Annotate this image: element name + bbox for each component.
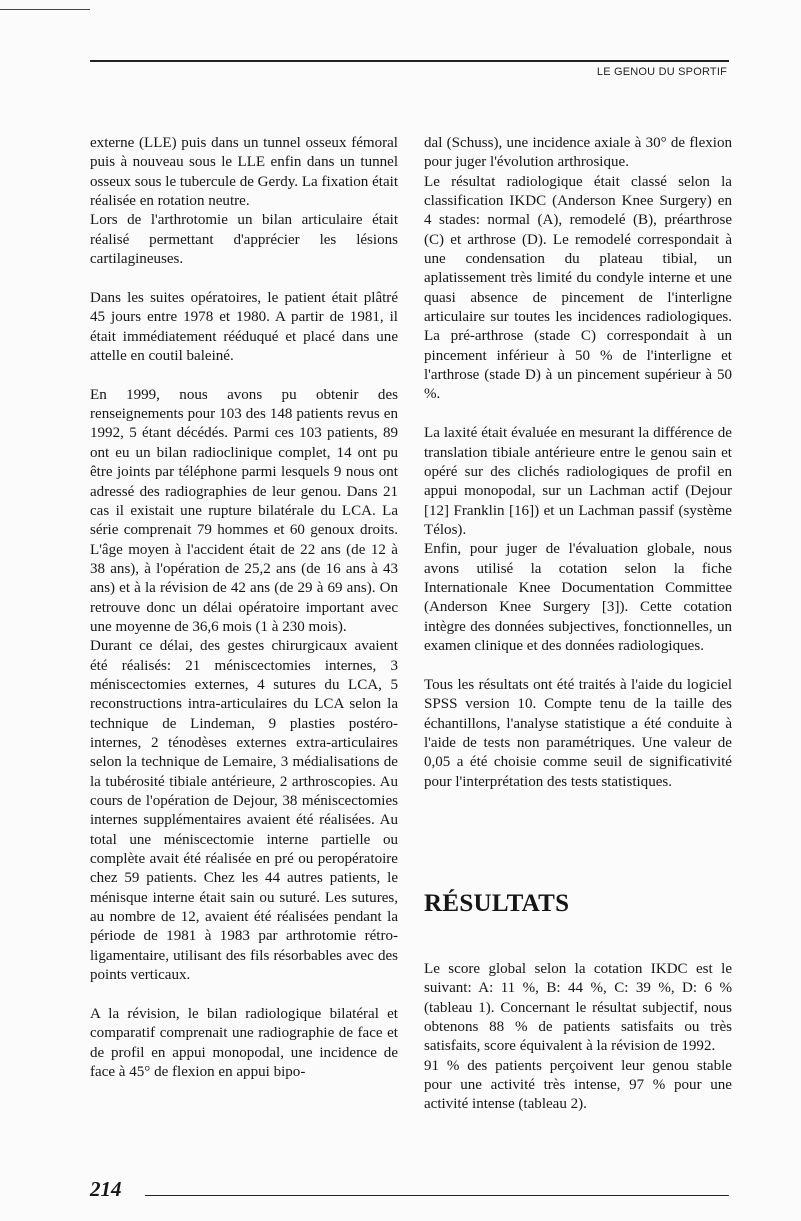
paragraph-fixation: externe (LLE) puis dans un tunnel osseux fémoral puis à nouveau sous le LLE enfin dans un tunnel osseux sous le tubercule de Gerdy. La fixation était réalisée en rotation neutre.: [90, 135, 398, 210]
paragraph-stabilite: 91 % des patients perçoivent leur genou stable pour une activité très intense, 97 % pour une activité intense (tableau 2).: [424, 1057, 732, 1113]
paragraph-suites-operatoires: Dans les suites opératoires, le patient était plâtré 45 jours entre 1978 et 1980. A partir de 1981, il était immédiatement rééduqué et placé dans une attelle en coutil baleiné.: [90, 289, 398, 364]
section-title-resultats: RÉSULTATS: [424, 890, 570, 917]
paragraph-classification-ikdc: Le résultat radiologique était classé selon la classification IKDC (Anderson Knee Surgery) en 4 stades: normal (A), remodelé (B), préarthrose (C) et arthrose (D). Le remodelé correspondait à une condensation du plateau tibial, un aplatissement très limité du condyle interne et une quasi absence de pincement de l'interligne articulaire sur toutes les incidences radiologiques. La pré-arthrose (stade C) correspondait à un pincement inférieur à 50 % de l'interligne et l'arthrose (stade D) à un pincement supérieur à 50 %.: [424, 173, 732, 403]
paragraph-patients-1999: En 1999, nous avons pu obtenir des renseignements pour 103 des 148 patients revus en 1992, 5 étant décédés. Parmi ces 103 patients, 89 ont eu un bilan radioclinique complet, 14 ont pu être joints par téléphone parmi lesquels 9 nous ont adressé des radiographies de leur genou. Dans 21 cas il existait une rupture bilatérale du LCA. La série comprenait 79 hommes et 60 genoux droits. L'âge moyen à l'accident était de 22 ans (de 12 à 38 ans), à l'opération de 25,2 ans (de 16 ans à 43 ans) et à la révision de 42 ans (de 29 à 69 ans). On retrouve donc un délai opératoire important avec une moyenne de 36,6 mois (1 à 230 mois).: [90, 386, 398, 635]
left-column: [90, 134, 398, 1082]
paragraph-laxite: La laxité était évaluée en mesurant la différence de translation tibiale antérieure entre le genou sain et opéré sur des clichés radiologiques de profil en appui monopodal, sur un Lachman actif (Dejour [12] Franklin [16]) et un Lachman passif (système Télos).: [424, 425, 732, 539]
paragraph-gestes-chirurgicaux: Durant ce délai, des gestes chirurgicaux avaient été réalisés: 21 méniscectomies internes, 3 méniscectomies externes, 4 sutures du LCA, 5 reconstructions intra-articulaires du LCA selon la technique de Lindeman, 9 plasties postéro-internes, 2 ténodèses externes extra-articulaires selon la technique de Lemaire, 3 médialisations de la tubérosité tibiale antérieure, 2 arthroscopies. Au cours de l'opération de Dejour, 38 méniscectomies internes supplémentaires avaient été réalisées. Au total une méniscectomie interne partielle ou complète avait été réalisée en pré ou peropératoire chez 59 patients. Chez les 44 autres patients, le ménisque interne était sain ou suturé. Les sutures, au nombre de 12, avaient été réalisées pendant la période de 1981 à 1983 par arthrotomie rétro-ligamentaire, utilisant des fils résorbables avec des points verticaux.: [90, 638, 398, 984]
paragraph-evaluation-globale: Enfin, pour juger de l'évaluation globale, nous avons utilisé la cotation selon la fiche Internationale Knee Documentation Committee (Anderson Knee Surgery [3]). Cette cotation intègre des données subjectives, fonctionnelles, un examen clinique et des données radiologiques.: [424, 541, 732, 655]
page-number: 214: [90, 1177, 122, 1201]
paragraph-statistiques: Tous les résultats ont été traités à l'aide du logiciel SPSS version 10. Compte tenu de la taille des échantillons, l'analyse statistique a été conduite à l'aide de tests non paramétriques. Une valeur de 0,05 a été choisie comme seuil de significativité pour l'interprétation des tests statistiques.: [424, 676, 732, 790]
paragraph-bilan-radiologique: A la révision, le bilan radiologique bilatéral et comparatif comprenait une radiographie de face et de profil en appui monopodal, une incidence de face à 45° de flexion en appui bipo-: [90, 1005, 398, 1080]
right-column: [424, 134, 732, 792]
header-rule: [90, 60, 729, 62]
top-edge-rule: [0, 9, 90, 10]
paragraph-arthrotomie: Lors de l'arthrotomie un bilan articulaire était réalisé permettant d'apprécier les lésions cartilagineuses.: [90, 212, 398, 268]
results-column: [424, 960, 732, 1115]
running-head: LE GENOU DU SPORTIF: [596, 66, 727, 78]
paragraph-score-global: Le score global selon la cotation IKDC est le suivant: A: 11 %, B: 44 %, C: 39 %, D: 6 % (tableau 1). Concernant le résultat subjectif, nous obtenons 88 % de patients satisfaits ou très satisfaits, score équivalent à la révision de 1992.: [424, 961, 732, 1055]
paragraph-schuss: dal (Schuss), une incidence axiale à 30° de flexion pour juger l'évolution arthrosique.: [424, 135, 732, 171]
footer-rule: [145, 1195, 729, 1196]
